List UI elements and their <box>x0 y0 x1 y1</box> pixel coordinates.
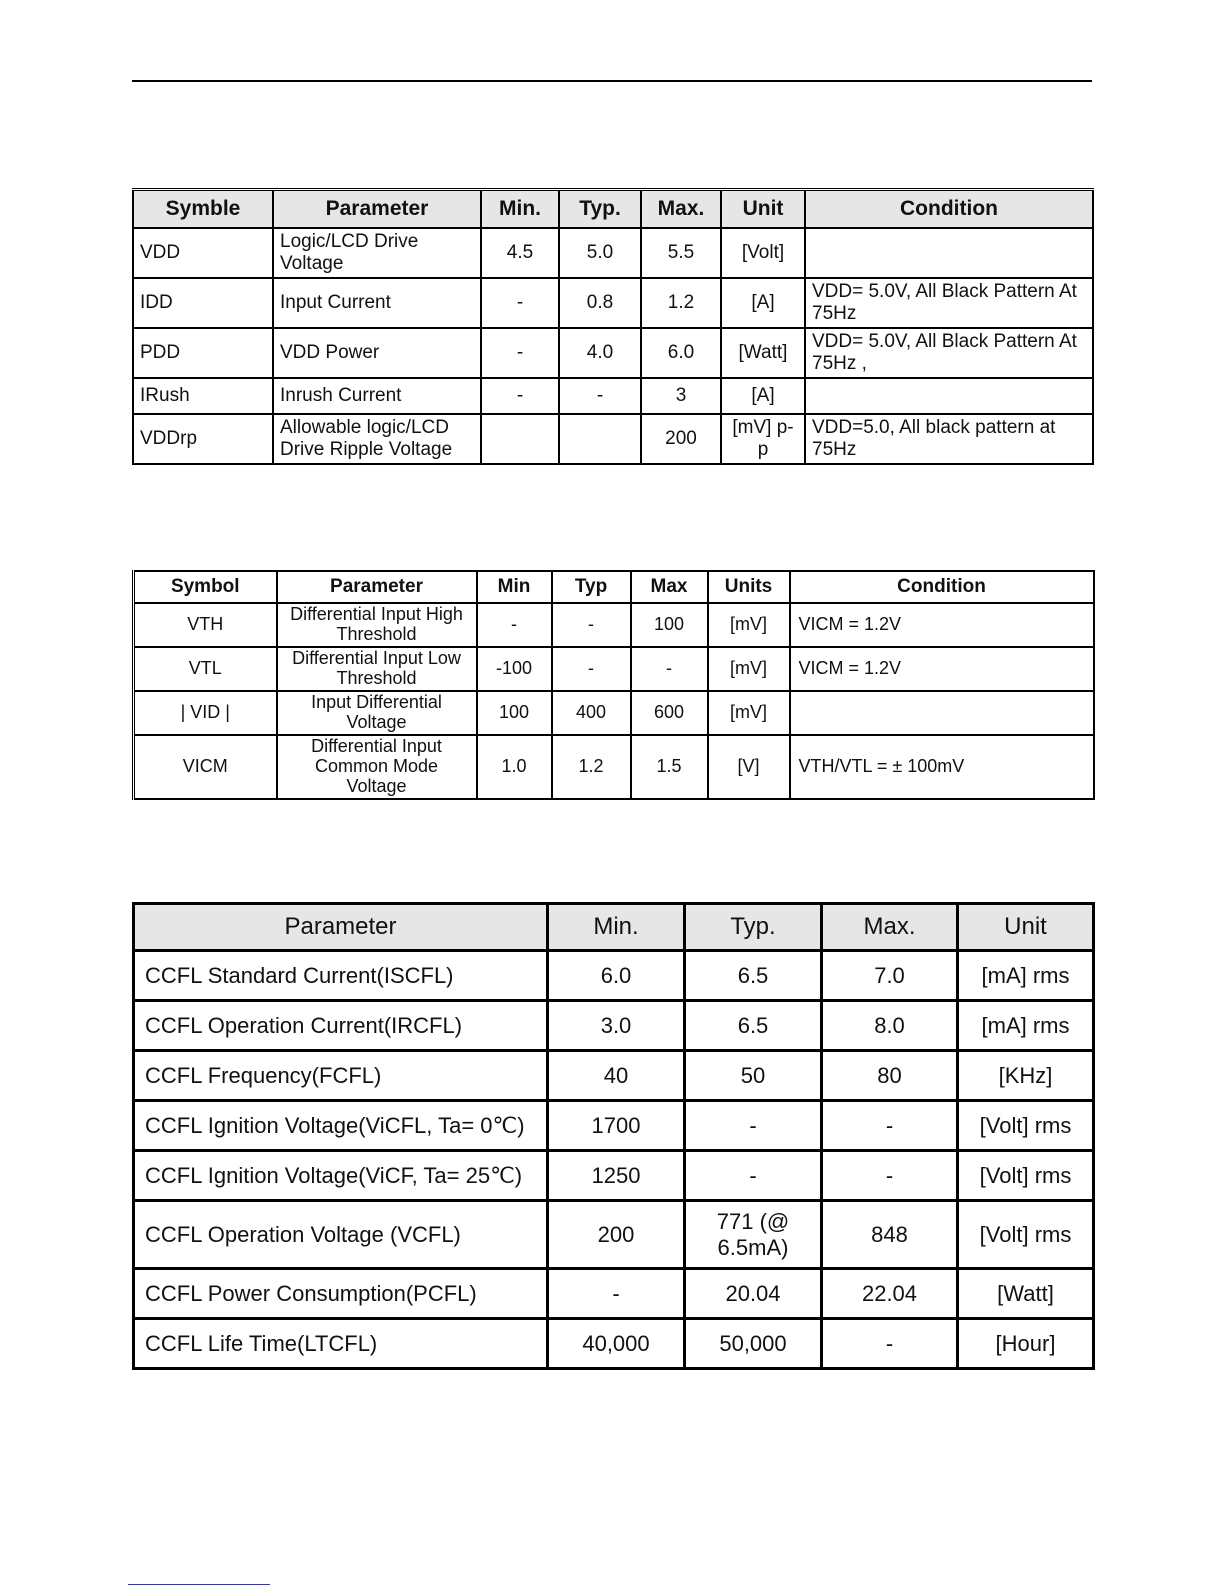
parameter-cell: Differential Input Common Mode Voltage <box>277 735 477 799</box>
table-header-row <box>134 571 1094 603</box>
parameter-cell: CCFL Operation Current(IRCFL) <box>134 1001 548 1051</box>
unit-cell: [A] <box>721 278 805 328</box>
column-header: Unit <box>958 904 1094 951</box>
column-header: Min. <box>481 190 559 229</box>
typ-cell: - <box>685 1101 822 1151</box>
min-cell: 100 <box>477 691 552 735</box>
min-cell: 1250 <box>548 1151 685 1201</box>
unit-cell: [mV] <box>708 647 790 691</box>
column-header: Typ. <box>559 190 641 229</box>
condition-cell: VDD= 5.0V, All Black Pattern At 75Hz <box>805 278 1093 328</box>
parameter-cell: Allowable logic/LCD Drive Ripple Voltage <box>273 414 481 464</box>
parameter-cell: CCFL Standard Current(ISCFL) <box>134 951 548 1001</box>
table-header-row <box>133 190 1093 229</box>
min-cell: 200 <box>548 1201 685 1269</box>
typ-cell: - <box>559 378 641 414</box>
table-row <box>134 1319 1094 1369</box>
typ-cell: - <box>552 647 631 691</box>
parameter-cell: CCFL Ignition Voltage(ViCFL, Ta= 0℃) <box>134 1101 548 1151</box>
parameter-cell: Logic/LCD Drive Voltage <box>273 228 481 278</box>
column-header: Parameter <box>134 904 548 951</box>
table-header-row <box>134 904 1094 951</box>
typ-cell <box>559 414 641 464</box>
parameter-cell: Differential Input Low Threshold <box>277 647 477 691</box>
parameter-cell: Input Differential Voltage <box>277 691 477 735</box>
min-cell: - <box>481 378 559 414</box>
typ-cell: 0.8 <box>559 278 641 328</box>
max-cell: - <box>822 1319 958 1369</box>
min-cell: 1.0 <box>477 735 552 799</box>
max-cell: 3 <box>641 378 721 414</box>
max-cell: - <box>822 1151 958 1201</box>
unit-cell: [Watt] <box>721 328 805 378</box>
max-cell: - <box>631 647 708 691</box>
typ-cell: - <box>685 1151 822 1201</box>
min-cell: 40,000 <box>548 1319 685 1369</box>
table-row <box>133 328 1093 378</box>
parameter-cell: CCFL Ignition Voltage(ViCF, Ta= 25℃) <box>134 1151 548 1201</box>
condition-cell <box>805 378 1093 414</box>
column-header: Max. <box>822 904 958 951</box>
min-cell: 4.5 <box>481 228 559 278</box>
column-header: Max <box>631 571 708 603</box>
typ-cell: 6.5 <box>685 951 822 1001</box>
condition-cell <box>805 228 1093 278</box>
table-row <box>134 1151 1094 1201</box>
parameter-cell: Differential Input High Threshold <box>277 603 477 647</box>
symbol-cell: VDDrp <box>133 414 273 464</box>
condition-cell <box>790 691 1094 735</box>
column-header: Min. <box>548 904 685 951</box>
typ-cell: - <box>552 603 631 647</box>
parameter-cell: Inrush Current <box>273 378 481 414</box>
max-cell: 7.0 <box>822 951 958 1001</box>
column-header: Unit <box>721 190 805 229</box>
typ-cell: 50 <box>685 1051 822 1101</box>
dc-power-table <box>132 188 1094 465</box>
column-header: Symble <box>133 190 273 229</box>
parameter-cell: CCFL Life Time(LTCFL) <box>134 1319 548 1369</box>
column-header: Max. <box>641 190 721 229</box>
column-header: Parameter <box>273 190 481 229</box>
max-cell: 200 <box>641 414 721 464</box>
parameter-cell: CCFL Operation Voltage (VCFL) <box>134 1201 548 1269</box>
min-cell: -100 <box>477 647 552 691</box>
max-cell: - <box>822 1101 958 1151</box>
unit-cell: [Volt] rms <box>958 1201 1094 1269</box>
unit-cell: [A] <box>721 378 805 414</box>
condition-cell: VICM = 1.2V <box>790 603 1094 647</box>
max-cell: 22.04 <box>822 1269 958 1319</box>
typ-cell: 20.04 <box>685 1269 822 1319</box>
table-row <box>133 278 1093 328</box>
column-header: Condition <box>790 571 1094 603</box>
symbol-cell: IRush <box>133 378 273 414</box>
symbol-cell: PDD <box>133 328 273 378</box>
min-cell <box>481 414 559 464</box>
table-row <box>134 1051 1094 1101</box>
max-cell: 848 <box>822 1201 958 1269</box>
table-row <box>134 1201 1094 1269</box>
column-header: Typ. <box>685 904 822 951</box>
unit-cell: [mA] rms <box>958 951 1094 1001</box>
table-row <box>133 414 1093 464</box>
table-row <box>134 691 1094 735</box>
unit-cell: [mA] rms <box>958 1001 1094 1051</box>
table-row <box>133 378 1093 414</box>
symbol-cell: VTH <box>134 603 277 647</box>
max-cell: 1.2 <box>641 278 721 328</box>
column-header: Typ <box>552 571 631 603</box>
min-cell: 6.0 <box>548 951 685 1001</box>
min-cell: 40 <box>548 1051 685 1101</box>
symbol-cell: VTL <box>134 647 277 691</box>
unit-cell: [mV] <box>708 603 790 647</box>
symbol-cell: VICM <box>134 735 277 799</box>
max-cell: 600 <box>631 691 708 735</box>
unit-cell: [Volt] rms <box>958 1101 1094 1151</box>
table-row <box>134 735 1094 799</box>
condition-cell: VDD= 5.0V, All Black Pattern At 75Hz , <box>805 328 1093 378</box>
unit-cell: [mV] <box>708 691 790 735</box>
typ-cell: 400 <box>552 691 631 735</box>
typ-cell: 4.0 <box>559 328 641 378</box>
max-cell: 80 <box>822 1051 958 1101</box>
typ-cell: 1.2 <box>552 735 631 799</box>
max-cell: 1.5 <box>631 735 708 799</box>
symbol-cell: | VID | <box>134 691 277 735</box>
max-cell: 100 <box>631 603 708 647</box>
min-cell: - <box>477 603 552 647</box>
typ-cell: 771 (@ 6.5mA) <box>685 1201 822 1269</box>
column-header: Min <box>477 571 552 603</box>
header-rule <box>132 80 1092 82</box>
unit-cell: [Hour] <box>958 1319 1094 1369</box>
typ-cell: 6.5 <box>685 1001 822 1051</box>
min-cell: 1700 <box>548 1101 685 1151</box>
min-cell: 3.0 <box>548 1001 685 1051</box>
table-row <box>134 603 1094 647</box>
unit-cell: [Watt] <box>958 1269 1094 1319</box>
parameter-cell: VDD Power <box>273 328 481 378</box>
table-row <box>134 647 1094 691</box>
table-row <box>134 951 1094 1001</box>
min-cell: - <box>548 1269 685 1319</box>
table-row <box>134 1101 1094 1151</box>
typ-cell: 50,000 <box>685 1319 822 1369</box>
table-row <box>134 1001 1094 1051</box>
parameter-cell: CCFL Frequency(FCFL) <box>134 1051 548 1101</box>
parameter-cell: Input Current <box>273 278 481 328</box>
parameter-cell: CCFL Power Consumption(PCFL) <box>134 1269 548 1319</box>
symbol-cell: IDD <box>133 278 273 328</box>
unit-cell: [Volt] rms <box>958 1151 1094 1201</box>
column-header: Units <box>708 571 790 603</box>
min-cell: - <box>481 328 559 378</box>
symbol-cell: VDD <box>133 228 273 278</box>
condition-cell: VDD=5.0, All black pattern at 75Hz <box>805 414 1093 464</box>
min-cell: - <box>481 278 559 328</box>
ccfl-backlight-table <box>132 902 1095 1370</box>
lvds-input-table <box>132 570 1095 800</box>
table-row <box>133 228 1093 278</box>
unit-cell: [Volt] <box>721 228 805 278</box>
max-cell: 5.5 <box>641 228 721 278</box>
table-row <box>134 1269 1094 1319</box>
unit-cell: [V] <box>708 735 790 799</box>
typ-cell: 5.0 <box>559 228 641 278</box>
unit-cell: [KHz] <box>958 1051 1094 1101</box>
condition-cell: VICM = 1.2V <box>790 647 1094 691</box>
max-cell: 6.0 <box>641 328 721 378</box>
unit-cell: [mV] p-p <box>721 414 805 464</box>
column-header: Condition <box>805 190 1093 229</box>
column-header: Parameter <box>277 571 477 603</box>
condition-cell: VTH/VTL = ± 100mV <box>790 735 1094 799</box>
max-cell: 8.0 <box>822 1001 958 1051</box>
column-header: Symbol <box>134 571 277 603</box>
